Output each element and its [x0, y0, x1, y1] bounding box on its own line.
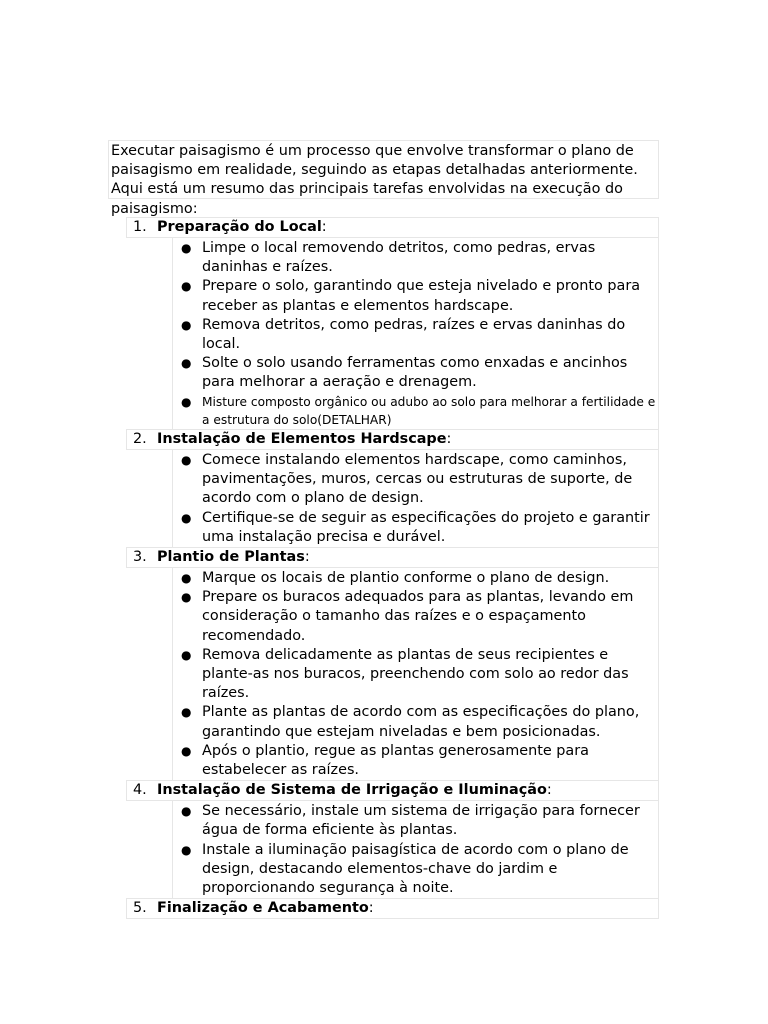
- intro-paragraph: Executar paisagismo é um processo que envolve transformar o plano de paisagismo em realidade, seguindo as etapas detalhadas anteriormente. Aqui está um resumo das principais tarefas envolvidas na execução do paisagismo:: [108, 140, 659, 199]
- step-5: [126, 898, 659, 919]
- item-text: Se necessário, instale um sistema de irrigação para fornecer água de forma eficiente às plantas.: [202, 803, 640, 839]
- bullet-icon: ●: [181, 317, 192, 332]
- item-text: Remova detritos, como pedras, raízes e ervas daninhas do local.: [202, 316, 626, 353]
- step-heading: [126, 780, 659, 801]
- bullet-icon: ●: [181, 804, 192, 819]
- bullet-icon: ●: [181, 842, 192, 857]
- item-text: Misture composto orgânico ou adubo ao solo para melhorar a fertilidade e a estrutura do solo(DETALHAR): [202, 394, 656, 427]
- item-text: Prepare os buracos adequados para as plantas, levando em consideração o tamanho das raízes e o espaçamento recomendado.: [202, 589, 634, 644]
- item-text: Solte o solo usando ferramentas como enxadas e ancinhos para melhorar a aeração e drenagem.: [202, 355, 628, 391]
- item-text: Após o plantio, regue as plantas generosamente para estabelecer as raízes.: [202, 742, 589, 779]
- list-item: [173, 393, 658, 429]
- list-item: [173, 588, 658, 646]
- step-colon: :: [368, 900, 374, 917]
- step-items: [172, 450, 659, 547]
- step-heading: [126, 547, 659, 568]
- item-text: Remova delicadamente as plantas de seus recipientes e plante-as nos buracos, preenchendo com solo ao redor das raízes.: [202, 646, 629, 702]
- step-items: [172, 238, 659, 429]
- step-number: 5.: [133, 900, 147, 917]
- list-item: [173, 841, 658, 899]
- bullet-icon: ●: [181, 590, 192, 605]
- step-title: Instalação de Elementos Hardscape: [157, 431, 447, 448]
- item-text: Comece instalando elementos hardscape, como caminhos, pavimentações, muros, cercas ou estruturas de suporte, de acordo com o plano de design.: [202, 452, 633, 507]
- step-number: 3.: [133, 549, 147, 566]
- list-item: [173, 451, 658, 509]
- bullet-icon: ●: [181, 453, 192, 468]
- list-item: [173, 277, 658, 315]
- bullet-icon: ●: [181, 279, 192, 294]
- step-number: 4.: [133, 782, 147, 799]
- step-1: [126, 217, 659, 429]
- step-title: Finalização e Acabamento: [157, 900, 369, 917]
- bullet-icon: ●: [181, 705, 192, 720]
- step-number: 1.: [133, 219, 147, 235]
- list-item: [173, 509, 658, 547]
- bullet-icon: ●: [181, 510, 192, 525]
- step-colon: :: [304, 549, 310, 566]
- item-text: Certifique-se de seguir as especificações do projeto e garantir uma instalação precisa e durável.: [202, 509, 650, 545]
- bullet-icon: ●: [181, 394, 192, 409]
- step-items: [172, 568, 659, 780]
- item-text: Instale a iluminação paisagística de acordo com o plano de design, destacando elementos-chave do jardim e proporcionando segurança à noite.: [202, 841, 629, 897]
- bullet-icon: ●: [181, 571, 192, 586]
- step-heading: [126, 217, 659, 238]
- list-item: [173, 569, 658, 588]
- list-item: [173, 742, 658, 780]
- step-4: [126, 780, 659, 898]
- step-colon: :: [321, 219, 327, 235]
- step-colon: :: [546, 782, 552, 799]
- bullet-icon: ●: [181, 647, 192, 662]
- step-heading: [126, 898, 659, 919]
- list-item: [173, 239, 658, 277]
- item-text: Prepare o solo, garantindo que esteja nivelado e pronto para receber as plantas e elementos hardscape.: [202, 278, 641, 314]
- item-text: Limpe o local removendo detritos, como pedras, ervas daninhas e raízes.: [202, 240, 596, 276]
- step-title: Plantio de Plantas: [157, 549, 305, 566]
- step-heading: [126, 429, 659, 450]
- bullet-icon: ●: [181, 241, 192, 255]
- item-text: Plante as plantas de acordo com as especificações do plano, garantindo que estejam niveladas e bem posicionadas.: [202, 704, 640, 740]
- steps-list: [126, 217, 659, 919]
- step-items: [172, 801, 659, 898]
- step-number: 2.: [133, 431, 147, 448]
- bullet-icon: ●: [181, 356, 192, 371]
- list-item: [173, 802, 658, 840]
- step-title: Preparação do Local: [157, 219, 322, 235]
- step-title: Instalação de Sistema de Irrigação e Iluminação: [157, 782, 547, 799]
- list-item: [173, 703, 658, 741]
- list-item: [173, 646, 658, 704]
- list-item: [173, 316, 658, 354]
- list-item: [173, 354, 658, 392]
- step-colon: :: [446, 431, 452, 448]
- bullet-icon: ●: [181, 743, 192, 758]
- step-3: [126, 547, 659, 780]
- item-text: Marque os locais de plantio conforme o plano de design.: [202, 570, 610, 587]
- step-2: [126, 429, 659, 547]
